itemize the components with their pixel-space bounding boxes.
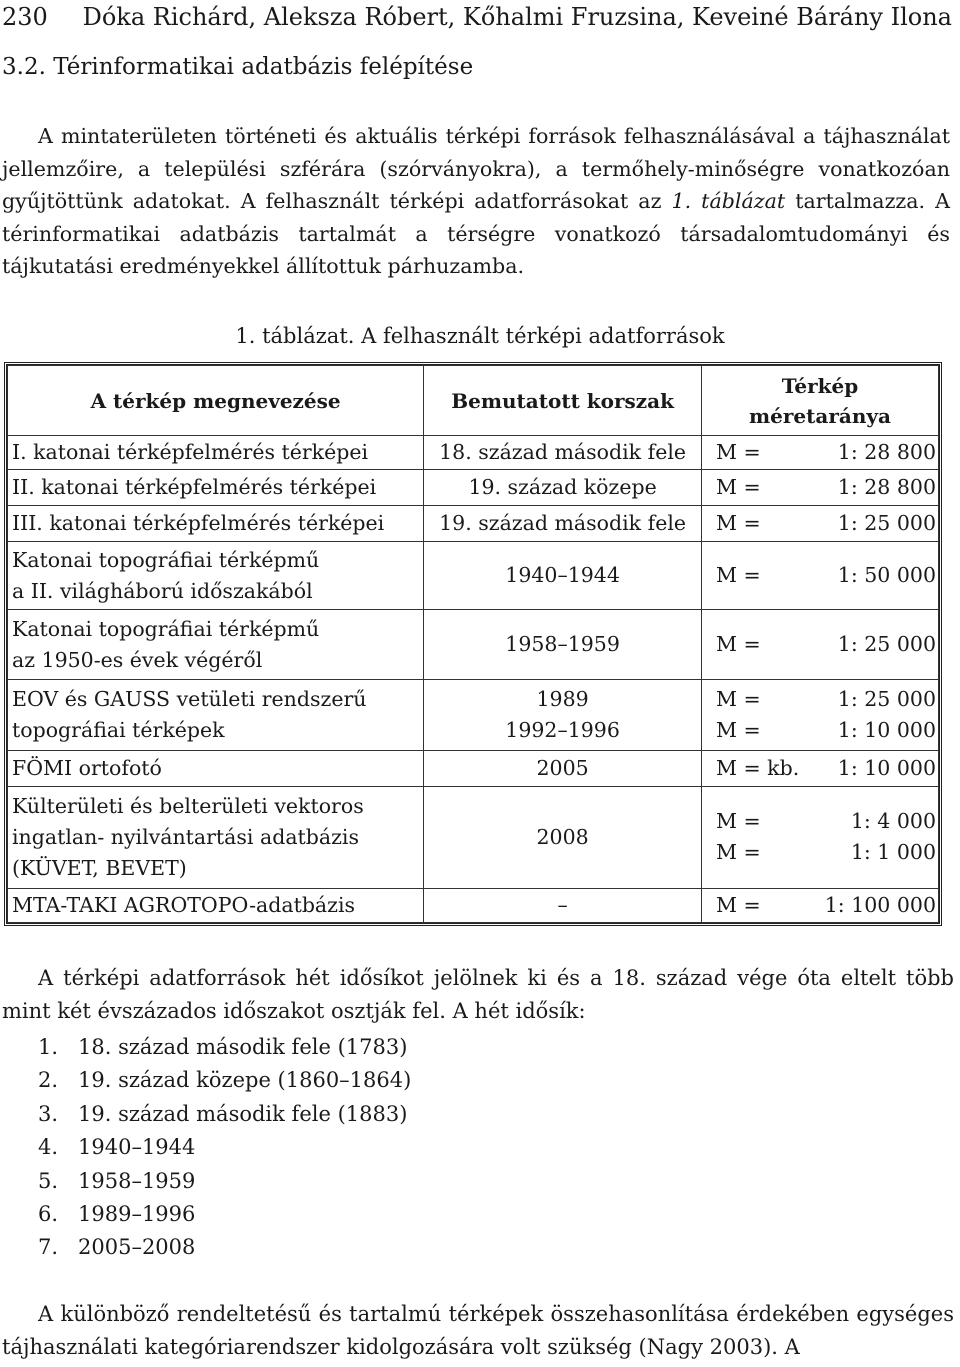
scale-label: M = bbox=[715, 809, 761, 834]
cell-period: 1940–1944 bbox=[424, 542, 702, 610]
timeline-list bbox=[38, 1031, 411, 1265]
cell-scale bbox=[701, 888, 938, 922]
cell-period: 2005 bbox=[424, 750, 702, 786]
list-item bbox=[38, 1198, 411, 1231]
cell-map-name: MTA-TAKI AGROTOPO-adatbázis bbox=[8, 888, 424, 922]
table-caption: 1. táblázat. A felhasznált térképi adatforrások bbox=[235, 324, 725, 348]
list-item-text: 19. század közepe (1860–1864) bbox=[78, 1068, 412, 1093]
cell-map-name bbox=[8, 542, 424, 610]
scale-value: 1: 10 000 bbox=[837, 755, 936, 780]
scale-value: 1: 28 800 bbox=[837, 475, 936, 500]
cell-map-name: FÖMI ortofotó bbox=[8, 750, 424, 786]
cell-scale bbox=[701, 610, 938, 680]
list-item-number: 6. bbox=[38, 1202, 59, 1227]
cell-scale bbox=[701, 542, 938, 610]
cell-period: 2008 bbox=[424, 786, 702, 888]
list-item-number: 3. bbox=[38, 1101, 59, 1126]
list-item-text: 1940–1944 bbox=[78, 1135, 196, 1160]
list-item bbox=[38, 1031, 411, 1064]
cell-line: (KÜVET, BEVET) bbox=[12, 855, 187, 880]
cell-period: 19. század második fele bbox=[424, 506, 702, 542]
header-scale-line2: méretaránya bbox=[749, 403, 891, 428]
scale-label: M = bbox=[715, 632, 761, 657]
header-map-name: A térkép megnevezése bbox=[8, 366, 424, 436]
cell-period: 18. század második fele bbox=[424, 436, 702, 470]
scale-value: 1: 25 000 bbox=[837, 687, 936, 712]
table-row bbox=[8, 750, 939, 786]
list-item bbox=[38, 1098, 411, 1131]
cell-period: 19. század közepe bbox=[424, 470, 702, 506]
scale-label: M = bbox=[715, 563, 761, 588]
list-item bbox=[38, 1064, 411, 1097]
scale-value: 1: 100 000 bbox=[824, 892, 936, 917]
cell-period bbox=[424, 680, 702, 750]
scale-label: M = bbox=[715, 892, 761, 917]
list-item bbox=[38, 1165, 411, 1198]
closing-paragraph: A különböző rendeltetésű és tartalmú térképek összehasonlítása érdekében egységes tájhasználati kategóriarendszer kidolgozására volt szükség (Nagy 2003). A bbox=[2, 1302, 954, 1359]
cell-scale bbox=[701, 680, 938, 750]
list-item-number: 5. bbox=[38, 1168, 59, 1193]
scale-label: M = bbox=[715, 840, 761, 865]
table-reference: 1. táblázat bbox=[671, 189, 786, 213]
scale-value: 1: 25 000 bbox=[837, 511, 936, 536]
intro-paragraph bbox=[2, 120, 950, 283]
list-item-text: 18. század második fele (1783) bbox=[78, 1035, 408, 1059]
cell-map-name: III. katonai térképfelmérés térképei bbox=[8, 506, 424, 542]
cell-map-name bbox=[8, 610, 424, 680]
cell-map-name: II. katonai térképfelmérés térképei bbox=[8, 470, 424, 506]
table-row bbox=[8, 506, 939, 542]
cell-line: Katonai topográfiai térképmű bbox=[12, 616, 320, 641]
cell-map-name bbox=[8, 786, 424, 888]
header-scale-line1: Térkép bbox=[781, 373, 859, 398]
cell-line: a II. világháború időszakából bbox=[12, 578, 313, 603]
header-scale bbox=[701, 366, 938, 436]
list-item-number: 4. bbox=[38, 1135, 59, 1160]
cell-line: EOV és GAUSS vetületi rendszerű bbox=[12, 687, 367, 712]
list-item bbox=[38, 1231, 411, 1264]
table-row bbox=[8, 610, 939, 680]
cell-period: 1958–1959 bbox=[424, 610, 702, 680]
scale-label: M = bbox=[715, 687, 761, 712]
scale-value: 1: 4 000 bbox=[850, 809, 936, 834]
scale-label: M = bbox=[715, 475, 761, 500]
scale-label: M = bbox=[715, 718, 761, 743]
cell-line: 1992–1996 bbox=[505, 718, 620, 743]
list-item-text: 19. század második fele (1883) bbox=[78, 1101, 408, 1126]
cell-line: az 1950-es évek végéről bbox=[12, 647, 263, 672]
page-number: 230 bbox=[2, 3, 48, 31]
scale-value: 1: 25 000 bbox=[837, 632, 936, 657]
header-authors: Dóka Richárd, Aleksza Róbert, Kőhalmi Fruzsina, Keveiné Bárány Ilona bbox=[82, 3, 952, 31]
scale-value: 1: 28 800 bbox=[837, 440, 936, 465]
list-item-text: 1989–1996 bbox=[78, 1202, 196, 1227]
cell-line: 1989 bbox=[536, 687, 589, 712]
table-row bbox=[8, 470, 939, 506]
cell-period: – bbox=[424, 888, 702, 922]
cell-scale bbox=[701, 506, 938, 542]
cell-map-name bbox=[8, 680, 424, 750]
cell-line: Katonai topográfiai térképmű bbox=[12, 547, 320, 572]
cell-scale bbox=[701, 436, 938, 470]
table-row bbox=[8, 786, 939, 888]
scale-label: M = bbox=[715, 511, 761, 536]
cell-map-name: I. katonai térképfelmérés térképei bbox=[8, 436, 424, 470]
table-row bbox=[8, 888, 939, 922]
data-sources-table-frame bbox=[4, 362, 942, 926]
timeline-intro-paragraph: A térképi adatforrások hét idősíkot jelölnek ki és a 18. század vége óta eltelt több mint két évszázados időszakot osztják fel. A hét idősík: bbox=[2, 966, 954, 1023]
list-item-text: 1958–1959 bbox=[78, 1168, 196, 1193]
section-title: 3.2. Térinformatikai adatbázis felépítése bbox=[2, 54, 474, 80]
cell-scale bbox=[701, 470, 938, 506]
list-item-number: 2. bbox=[38, 1068, 59, 1093]
table-header-row bbox=[8, 366, 939, 436]
intro-text-part1: A mintaterületen történeti és aktuális térképi források felhasználásával a tájhasználat jellemzőire, a települési szférára (szórványokra), a termőhely-minőségre vonatkozóan gyűjtöttünk adatokat. A felhasznált térképi adatforrásokat az bbox=[2, 124, 950, 213]
cell-line: Külterületi és belterületi vektoros bbox=[12, 793, 364, 818]
scale-value: 1: 50 000 bbox=[837, 563, 936, 588]
intro-text-part2: tartalmazza. A térinformatikai adatbázis tartalmát a térségre vonatkozó társadalomtudományi és tájkutatási eredményekkel állítottuk párhuzamba. bbox=[2, 189, 951, 278]
table-row bbox=[8, 542, 939, 610]
list-item-number: 1. bbox=[38, 1035, 59, 1059]
list-item-text: 2005–2008 bbox=[78, 1235, 196, 1260]
cell-scale bbox=[701, 750, 938, 786]
scale-value: 1: 10 000 bbox=[837, 718, 936, 743]
scale-label: M = kb. bbox=[715, 755, 800, 780]
cell-scale bbox=[701, 786, 938, 888]
list-item bbox=[38, 1131, 411, 1164]
list-item-number: 7. bbox=[38, 1235, 59, 1260]
header-period: Bemutatott korszak bbox=[424, 366, 702, 436]
cell-line: topográfiai térképek bbox=[12, 718, 225, 743]
data-sources-table bbox=[7, 365, 939, 923]
scale-value: 1: 1 000 bbox=[850, 840, 936, 865]
table-row bbox=[8, 436, 939, 470]
table-row bbox=[8, 680, 939, 750]
cell-line: ingatlan- nyilvántartási adatbázis bbox=[12, 824, 360, 849]
scale-label: M = bbox=[715, 440, 761, 465]
